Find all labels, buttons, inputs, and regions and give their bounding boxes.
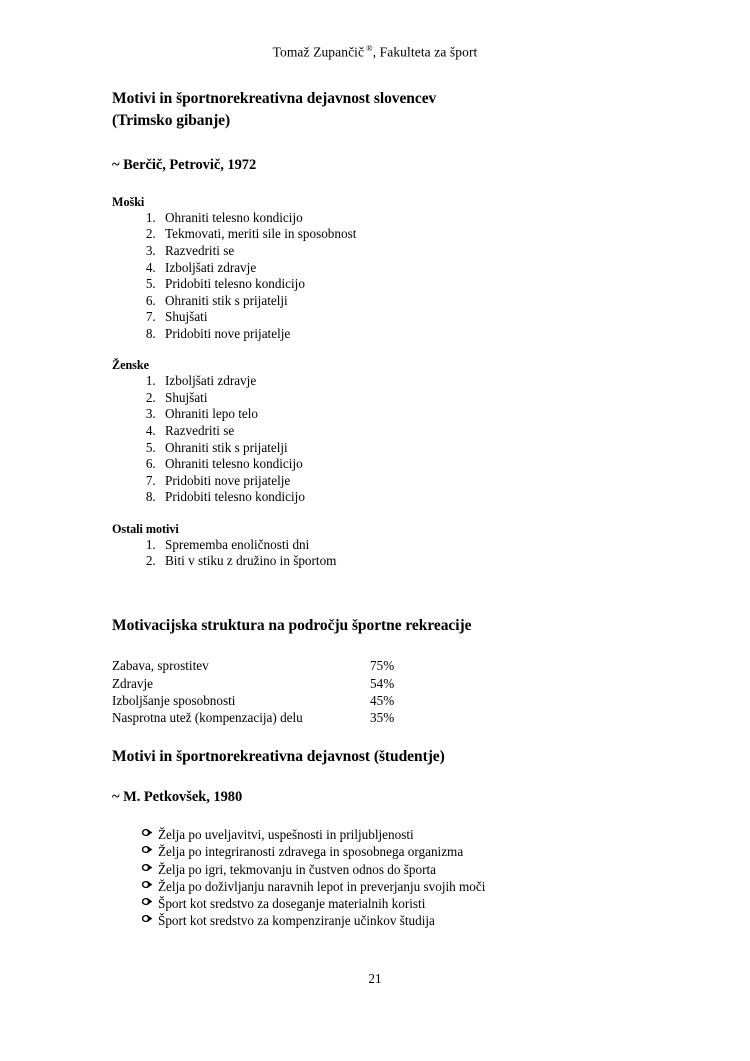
list-item: 3. Ohraniti lepo telo xyxy=(159,406,642,423)
list-item: 7. Pridobiti nove prijatelje xyxy=(159,473,642,490)
section1-title xyxy=(112,88,642,133)
list-item-label: Šport kot sredstvo za doseganje materialnih koristi xyxy=(158,896,426,912)
table-cell-label: Izboljšanje sposobnosti xyxy=(112,692,236,708)
section1-attribution: ~ Berčič, Petrovič, 1972 xyxy=(112,156,257,173)
table-cell-label: Nasprotna utež (kompenzacija) delu xyxy=(112,710,303,726)
section2-title: Motivacijska struktura na področju športne rekreacije xyxy=(112,616,472,634)
registered-trademark-icon: ® xyxy=(366,43,373,53)
list-item-label: Želja po igri, tekmovanju in čustven odnos do športa xyxy=(158,861,436,877)
list-item: 1. Izboljšati zdravje xyxy=(159,373,642,390)
table-cell-value: 45% xyxy=(370,692,395,708)
list-item xyxy=(140,826,642,843)
list-item: 3. Razvedriti se xyxy=(159,243,642,260)
table-cell-value: 75% xyxy=(370,658,395,674)
list-item: 6. Ohraniti telesno kondicijo xyxy=(159,456,642,473)
curved-arrow-icon xyxy=(140,914,153,927)
list-item: 7. Shujšati xyxy=(159,309,642,326)
section1-title-line2: (Trimsko gibanje) xyxy=(112,112,231,130)
list-item: 8. Pridobiti nove prijatelje xyxy=(159,326,642,343)
list-item-label: Šport kot sredstvo za kompenziranje učinkov študija xyxy=(158,913,435,929)
list-item: 2. Shujšati xyxy=(159,390,642,407)
section3-attribution: ~ M. Petkovšek, 1980 xyxy=(112,788,243,805)
curved-arrow-icon xyxy=(140,897,153,910)
table-row xyxy=(112,657,440,674)
student-motives-list xyxy=(112,826,642,930)
list-item xyxy=(140,895,642,912)
page-number: 21 xyxy=(368,971,382,986)
subheading-zenske: Ženske xyxy=(112,358,149,373)
curved-arrow-icon xyxy=(140,880,153,893)
section1-title-line1: Motivi in športnorekreativna dejavnost slovencev xyxy=(112,90,437,107)
table-row xyxy=(112,709,440,726)
list-item xyxy=(140,912,642,929)
list-item: 1. Ohraniti telesno kondicijo xyxy=(159,210,642,227)
subheading-moski: Moški xyxy=(112,194,145,209)
list-item-label: Želja po doživljanju naravnih lepot in preverjanju svojih moči xyxy=(158,878,486,894)
list-item: 2. Biti v stiku z družino in športom xyxy=(159,553,642,570)
motive-list-ostali-motivi xyxy=(112,537,642,570)
table-cell-label: Zdravje xyxy=(112,675,154,691)
list-item: 6. Ohraniti stik s prijatelji xyxy=(159,293,642,310)
curved-arrow-icon xyxy=(140,863,153,876)
subheading-ostali-motivi: Ostali motivi xyxy=(112,521,179,536)
list-item: 4. Razvedriti se xyxy=(159,423,642,440)
list-item: 8. Pridobiti telesno kondicijo xyxy=(159,489,642,506)
list-item xyxy=(140,878,642,895)
table-cell-value: 54% xyxy=(370,675,395,691)
list-item xyxy=(140,861,642,878)
motivation-structure-table xyxy=(112,657,440,726)
list-item: 4. Izboljšati zdravje xyxy=(159,260,642,277)
header-affiliation: , Fakulteta za šport xyxy=(372,44,478,60)
curved-arrow-icon xyxy=(140,828,153,841)
list-item xyxy=(140,843,642,860)
list-item: 5. Ohraniti stik s prijatelji xyxy=(159,440,642,457)
table-row xyxy=(112,692,440,709)
header-author-name: Tomaž Zupančič xyxy=(272,44,365,60)
running-header xyxy=(0,43,750,61)
motive-list-moski xyxy=(112,210,642,342)
table-cell-label: Zabava, sprostitev xyxy=(112,658,209,674)
table-row xyxy=(112,675,440,692)
list-item: 1. Sprememba enoličnosti dni xyxy=(159,537,642,554)
list-item-label: Želja po uveljavitvi, uspešnosti in priljubljenosti xyxy=(158,826,414,842)
document-content xyxy=(112,88,642,930)
table-cell-value: 35% xyxy=(370,710,395,726)
list-item: 2. Tekmovati, meriti sile in sposobnost xyxy=(159,226,642,243)
list-item: 5. Pridobiti telesno kondicijo xyxy=(159,276,642,293)
list-item-label: Želja po integriranosti zdravega in sposobnega organizma xyxy=(158,844,464,860)
section3-title: Motivi in športnorekreativna dejavnost (študentje) xyxy=(112,748,445,766)
curved-arrow-icon xyxy=(140,845,153,858)
motive-list-zenske xyxy=(112,373,642,505)
